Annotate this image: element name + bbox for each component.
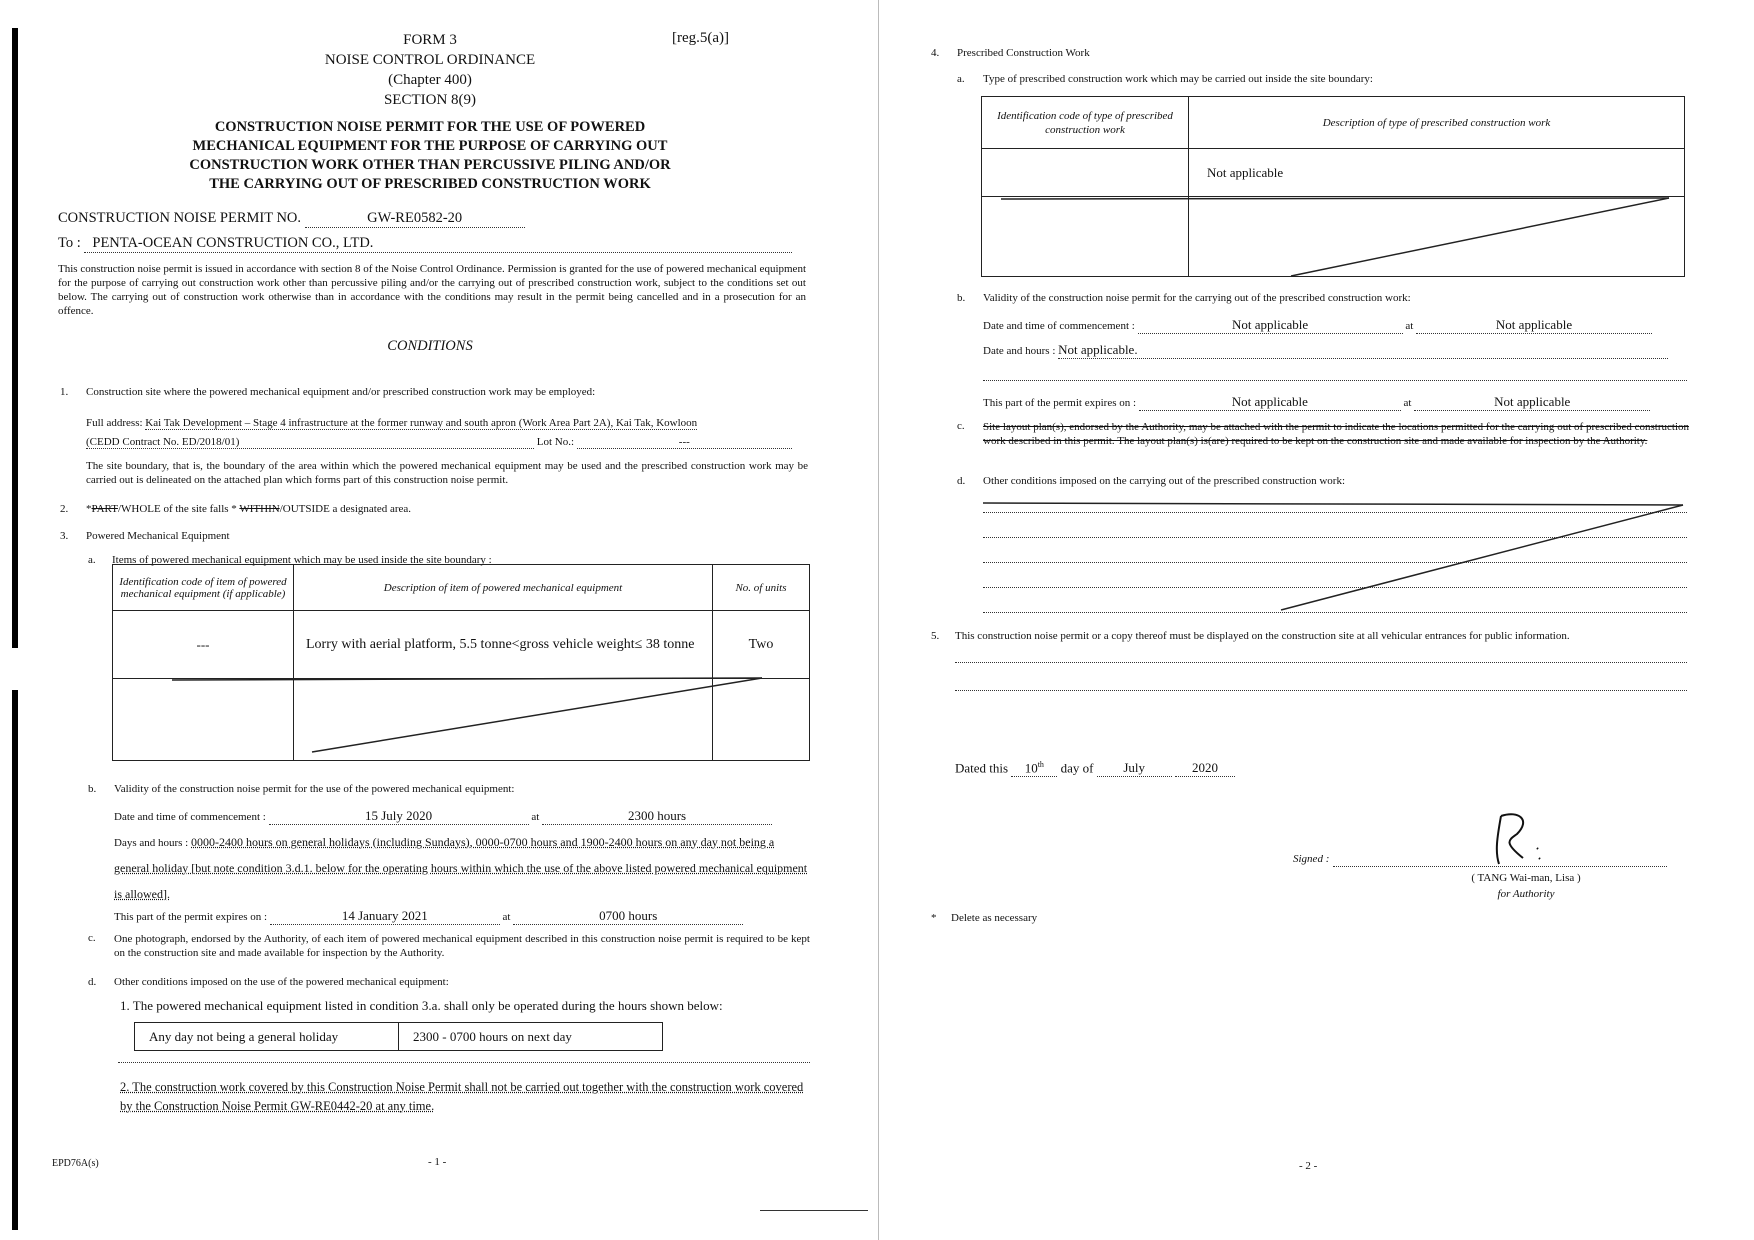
expiry-label: This part of the permit expires on : xyxy=(114,911,268,923)
commencement-date: 15 July 2020 xyxy=(269,808,529,825)
dotted-rule xyxy=(118,1062,810,1063)
full-address-label: Full address: xyxy=(86,417,143,429)
dated-year: 2020 xyxy=(1175,760,1235,777)
condition-number: 1. xyxy=(60,386,69,398)
permit-title xyxy=(130,118,730,194)
cancel-strike-lines xyxy=(112,564,812,764)
lot-number: --- xyxy=(577,436,792,449)
days-hours-label: Days and hours : xyxy=(114,837,189,849)
chapter: (Chapter 400) xyxy=(388,72,472,88)
condition-3d2-text xyxy=(120,1078,810,1116)
dated-day-value: 10 xyxy=(1024,760,1038,776)
ordinance-name: NOISE CONTROL ORDINANCE xyxy=(324,52,536,68)
section: SECTION 8(9) xyxy=(383,92,477,108)
condition-4c-text: Site layout plan(s), endorsed by the Authority, may be attached with the permit to indicate the locations permitted for the carrying out of prescribed construction work described in this permit. The layout plan(s) is(are) required to be kept on the construction site and made available for inspection by the Authority. xyxy=(983,421,1689,447)
sub-condition-letter: a. xyxy=(957,73,965,85)
commencement-value: Not applicable xyxy=(1138,317,1403,334)
signature-line xyxy=(1333,866,1667,867)
strike-line xyxy=(1281,505,1683,610)
condition-3a-text: Items of powered mechanical equipment which may be used inside the site boundary : xyxy=(112,554,492,566)
table-cell: Not applicable xyxy=(1189,149,1685,197)
signed-label: Signed : xyxy=(1293,853,1330,865)
days-hours-value: 0000-2400 hours on general holidays (including Sundays), 0000-0700 hours and 1900-2400 hours on any day not being a general holiday [but note condition 3.d.1. below for the operating hours within which the use of the above listed powered mechanical equipment is allowed]. xyxy=(114,835,808,901)
permit-number-label: CONSTRUCTION NOISE PERMIT NO. xyxy=(58,210,302,226)
table-cell: Any day not being a general holiday xyxy=(135,1023,399,1051)
at-label: at xyxy=(502,911,511,923)
table-header: Identification code of item of powered mechanical equipment (if applicable) xyxy=(113,565,294,611)
for-authority: for Authority xyxy=(1497,888,1555,900)
condition-4d-text: Other conditions imposed on the carrying out of the prescribed construction work: xyxy=(983,475,1345,487)
commencement-time: Not applicable xyxy=(1416,317,1652,334)
struck-option: WITHIN xyxy=(239,503,280,515)
dotted-rule xyxy=(955,662,1687,663)
permit-number-line xyxy=(58,210,525,228)
form-number: FORM 3 xyxy=(403,32,457,48)
scan-edge-bar xyxy=(12,690,18,1230)
form-header xyxy=(260,30,600,110)
strike-line xyxy=(1291,198,1669,276)
intro-text: This construction noise permit is issued in accordance with section 8 of the Noise Control Ordinance. Permission is granted for the use of powered mechanical equipment for the purpose of carrying out construction work other than percussive piling and/or the carrying out of prescribed construction work, subject to the conditions set out below. The carrying out of construction work otherwise than in accordance with the conditions may result in the permit being cancelled and in a prosecution for an offence. xyxy=(58,263,806,317)
table-cell: 2300 - 0700 hours on next day xyxy=(399,1023,663,1051)
note-asterisk: * xyxy=(931,912,937,924)
dated-label: Dated this xyxy=(955,760,1009,776)
condition-3c-text: One photograph, endorsed by the Authority, of each item of powered mechanical equipment described in this construction noise permit is required to be kept on the construction site and made available for inspection by the Authority. xyxy=(114,933,810,959)
dotted-rule xyxy=(983,380,1687,381)
commencement-label: Date and time of commencement : xyxy=(983,320,1135,332)
delete-note: Delete as necessary xyxy=(951,912,1038,924)
full-address: Kai Tak Development – Stage 4 infrastructure at the former runway and south apron (Work Area Part 2A), Kai Tak, Kowloon xyxy=(145,417,698,429)
sub-condition-letter: c. xyxy=(957,420,965,432)
expiry-time: 0700 hours xyxy=(513,908,743,925)
day-of-label: day of xyxy=(1060,760,1094,776)
contract-lot-line xyxy=(86,436,808,449)
asterisk: * xyxy=(86,503,92,515)
dotted-rule xyxy=(955,690,1687,691)
table-header: Description of item of powered mechanical equipment xyxy=(294,565,713,611)
at-label: at xyxy=(531,811,540,823)
form-code: EPD76A(s) xyxy=(52,1158,99,1169)
site-boundary-text: The site boundary, that is, the boundary of the area within which the powered mechanical equipment may be used and the prescribed construction work may be carried out is delineated on the attached plan which forms part of this construction noise permit. xyxy=(86,460,808,486)
condition-3-title: Powered Mechanical Equipment xyxy=(86,530,230,542)
sub-condition-letter: c. xyxy=(88,932,96,944)
condition-4-title: Prescribed Construction Work xyxy=(957,47,1090,59)
table-header: No. of units xyxy=(713,565,810,611)
at-label: at xyxy=(1405,320,1414,332)
page-number: - 2 - xyxy=(1299,1160,1318,1172)
conditions-heading: CONDITIONS xyxy=(387,338,473,354)
title-line: CONSTRUCTION WORK OTHER THAN PERCUSSIVE PILING AND/OR xyxy=(189,157,671,173)
cancel-strike-lines xyxy=(981,96,1687,282)
sub-condition-letter: a. xyxy=(88,554,96,566)
condition-3b-text: Validity of the construction noise permit for the use of the powered mechanical equipment: xyxy=(114,783,515,795)
commencement-time: 2300 hours xyxy=(542,808,772,825)
cancel-strike-lines xyxy=(983,500,1689,615)
sub-condition-letter: b. xyxy=(957,292,966,304)
condition-2-part: /WHOLE of the site falls * xyxy=(117,503,237,515)
permit-number: GW-RE0582-20 xyxy=(305,210,525,228)
dated-day xyxy=(1011,760,1057,777)
days-hours-line xyxy=(983,342,1689,359)
lot-label: Lot No.: xyxy=(536,436,575,448)
title-line: MECHANICAL EQUIPMENT FOR THE PURPOSE OF CARRYING OUT xyxy=(192,138,668,154)
strike-line xyxy=(983,503,1683,505)
condition-2-part: /OUTSIDE a designated area. xyxy=(279,503,412,515)
signature-stroke xyxy=(1497,814,1540,864)
sub-condition-letter: d. xyxy=(88,976,97,988)
condition-3d-text: Other conditions imposed on the use of the powered mechanical equipment: xyxy=(114,976,449,988)
condition-3d1-text: 1. The powered mechanical equipment listed in condition 3.a. shall only be operated during the hours shown below: xyxy=(120,998,723,1013)
strike-line xyxy=(172,678,762,680)
scan-edge-bar xyxy=(12,28,18,648)
dated-line xyxy=(955,760,1235,777)
sub-condition-letter: d. xyxy=(957,475,966,487)
to-label: To : xyxy=(58,235,81,251)
expiry-line xyxy=(114,908,810,925)
table-header: Description of type of prescribed construction work xyxy=(1189,97,1685,149)
commencement-line xyxy=(114,808,810,825)
table-row xyxy=(135,1023,663,1051)
title-line: THE CARRYING OUT OF PRESCRIBED CONSTRUCTION WORK xyxy=(209,176,651,192)
commencement-line xyxy=(983,317,1689,334)
regulation-ref: [reg.5(a)] xyxy=(672,30,730,46)
table-header: Identification code of type of prescribed construction work xyxy=(982,97,1189,149)
condition-number: 3. xyxy=(60,530,69,542)
table-cell: Lorry with aerial platform, 5.5 tonne<gross vehicle weight≤ 38 tonne xyxy=(294,611,713,679)
page-number: - 1 - xyxy=(428,1156,447,1168)
expiry-date: 14 January 2021 xyxy=(270,908,500,925)
expiry-line xyxy=(983,394,1689,411)
signatory-name: ( TANG Wai-man, Lisa ) xyxy=(1471,872,1581,884)
dated-month: July xyxy=(1097,760,1172,777)
table-cell: --- xyxy=(113,611,294,679)
contract-number: (CEDD Contract No. ED/2018/01) xyxy=(86,436,534,449)
to-line xyxy=(58,235,804,253)
scan-rule xyxy=(760,1210,868,1211)
handwritten-signature xyxy=(1479,808,1559,868)
addressee: PENTA-OCEAN CONSTRUCTION CO., LTD. xyxy=(84,235,792,253)
condition-5-text: This construction noise permit or a copy thereof must be displayed on the construction site at all vehicular entrances for public information. xyxy=(955,630,1570,642)
days-hours-line xyxy=(114,830,810,908)
condition-2-text xyxy=(86,503,806,515)
page-2 xyxy=(878,0,1754,1240)
days-hours-value: Not applicable. xyxy=(1058,342,1668,359)
ordinal-suffix: th xyxy=(1037,760,1044,769)
strike-line xyxy=(1001,198,1669,199)
full-address-line xyxy=(86,411,808,435)
expiry-time: Not applicable xyxy=(1414,394,1650,411)
expiry-label: This part of the permit expires on : xyxy=(983,397,1137,409)
expiry-value: Not applicable xyxy=(1139,394,1401,411)
table-cell: Two xyxy=(713,611,810,679)
days-hours-label: Date and hours : xyxy=(983,345,1056,357)
condition-number: 2. xyxy=(60,503,69,515)
title-line: CONSTRUCTION NOISE PERMIT FOR THE USE OF POWERED xyxy=(214,119,646,135)
at-label: at xyxy=(1403,397,1412,409)
sub-condition-letter: b. xyxy=(88,783,97,795)
condition-1-text: Construction site where the powered mechanical equipment and/or prescribed construction work may be employed: xyxy=(86,386,596,398)
condition-4b-text: Validity of the construction noise permit for the carrying out of the prescribed construction work: xyxy=(983,292,1411,304)
strike-line xyxy=(312,678,762,752)
condition-number: 4. xyxy=(931,47,940,59)
condition-number: 5. xyxy=(931,630,940,642)
condition-4a-text: Type of prescribed construction work which may be carried out inside the site boundary: xyxy=(983,73,1373,85)
struck-option: PART xyxy=(91,503,118,515)
commencement-label: Date and time of commencement : xyxy=(114,811,266,823)
operating-hours-table xyxy=(134,1022,663,1051)
condition-3d2-value: 2. The construction work covered by this Construction Noise Permit shall not be carried out together with the construction work covered by the Construction Noise Permit GW-RE0442-20 at any time. xyxy=(120,1080,804,1113)
